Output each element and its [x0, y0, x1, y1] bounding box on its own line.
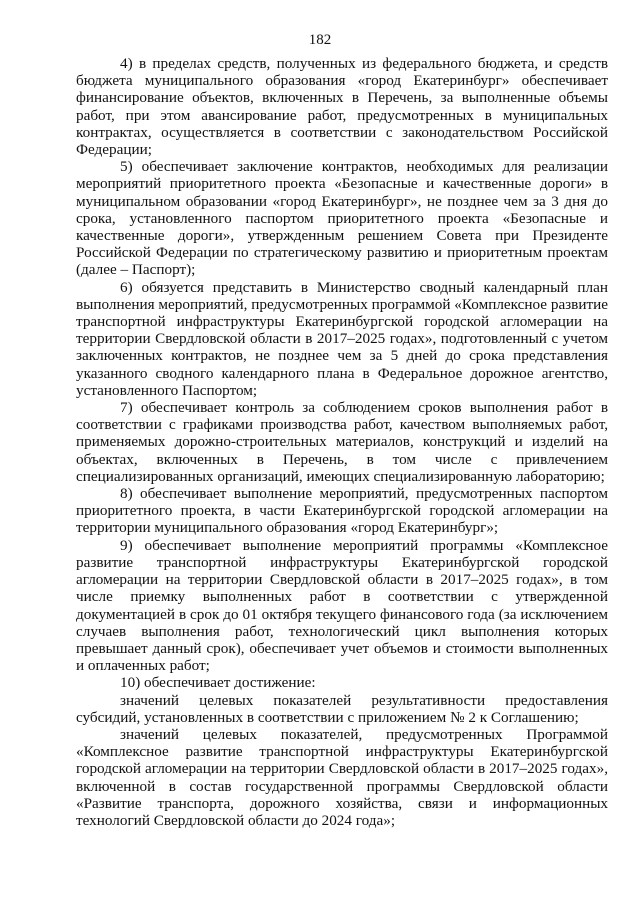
document-body: [76, 55, 608, 829]
paragraph-item-4: 4) в пределах средств, полученных из федерального бюджета, и средств бюджета муниципального образования «город Екатеринбург» обеспечивает финансирование объектов, включенных в Перечень, за выполненные объемы работ, при этом авансирование работ, предусмотренных в муниципальных контрактах, осуществляется в соответствии с законодательством Российской Федерации;: [76, 55, 608, 159]
paragraph-item-6: 6) обязуется представить в Министерство сводный календарный план выполнения мероприятий, предусмотренных программой «Комплексное развитие транспортной инфраструктуры Екатеринбургской городской агломерации на территории Свердловской области в 2017–2025 годах», подготовленный с учетом заключенных контрактов, не позднее чем за 5 дней до срока представления указанного сводного календарного плана в Федеральное дорожное агентство, установленного Паспортом;: [76, 278, 608, 399]
paragraph-item-7: 7) обеспечивает контроль за соблюдением сроков выполнения работ в соответствии с графиками производства работ, качеством выполняемых работ, применяемых дорожно-строительных материалов, конструкций и изделий на объектах, включенных в Перечень, в том числе с привлечением специализированных организаций, имеющих специализированную лабораторию;: [76, 399, 608, 485]
paragraph-item-5: 5) обеспечивает заключение контрактов, необходимых для реализации мероприятий приоритетного проекта «Безопасные и качественные дороги» в муниципальном образовании «город Екатеринбург», не позднее чем за 3 дня до срока, установленного паспортом приоритетного проекта «Безопасные и качественные дороги», утвержденным решением Совета при Президенте Российской Федерации по стратегическому развитию и приоритетным проектам (далее – Паспорт);: [76, 158, 608, 279]
page-number: 182: [308, 32, 332, 48]
paragraph-item-9: 9) обеспечивает выполнение мероприятий программы «Комплексное развитие транспортной инфраструктуры Екатеринбургской городской агломерации на территории Свердловской области в 2017–2025 годах», в том числе приемку выполненных работ в соответствии с утвержденной документацией в срок до 01 октября текущего финансового года (за исключением случаев выполнения работ, технологический цикл выполнения которых превышает данный срок), обеспечивает учет объемов и стоимости выполненных и оплаченных работ;: [76, 536, 608, 675]
paragraph-subitem-subsidy-indicators: значений целевых показателей результативности предоставления субсидий, установленных в соответствии с приложением № 2 к Соглашению;: [76, 691, 608, 726]
paragraph-item-8: 8) обеспечивает выполнение мероприятий, предусмотренных паспортом приоритетного проекта, в части Екатеринбургской городской агломерации на территории муниципального образования «город Екатеринбург»;: [76, 485, 608, 537]
paragraph-item-10: 10) обеспечивает достижение:: [120, 674, 316, 692]
paragraph-subitem-program-indicators: значений целевых показателей, предусмотренных Программой «Комплексное развитие транспортной инфраструктуры Екатеринбургской городской агломерации на территории Свердловской области в 2017–2025 годах», включенной в состав государственной программы Свердловской области «Развитие транспорта, дорожного хозяйства, связи и информационных технологий Свердловской области до 2024 года»;: [76, 725, 608, 829]
